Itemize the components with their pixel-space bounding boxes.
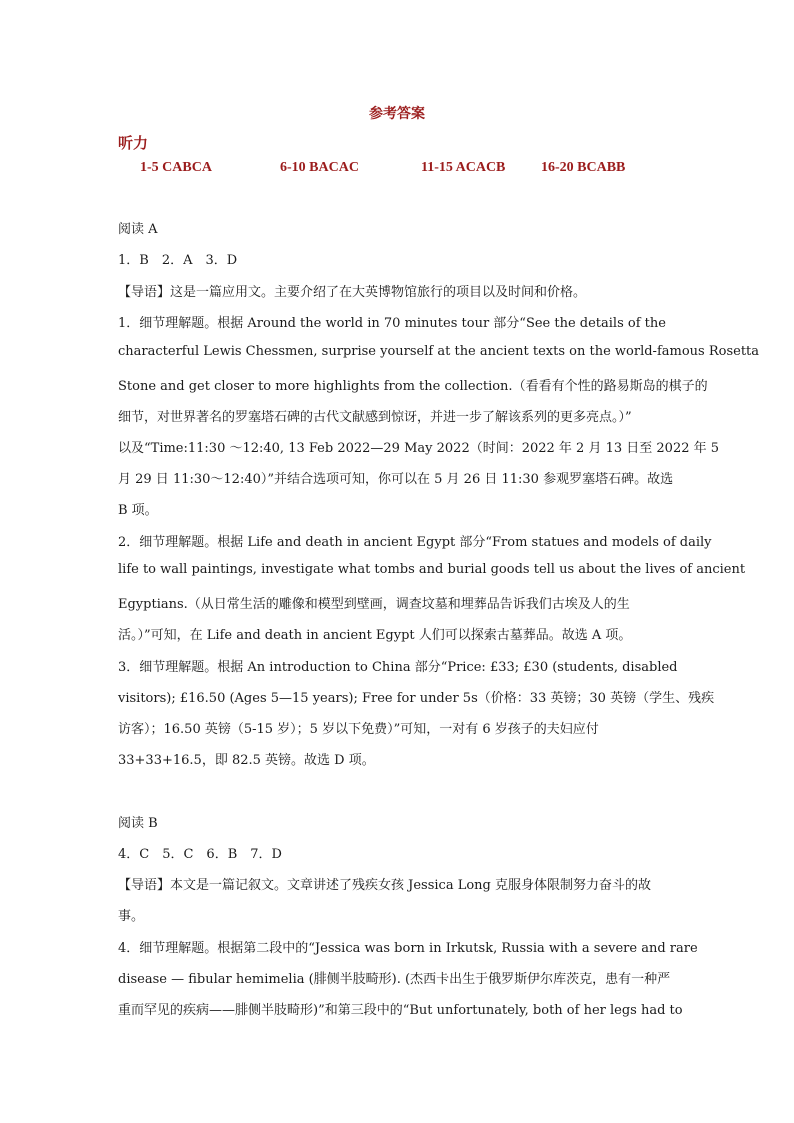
reading-a-line: 33+33+16.5，即 82.5 英镑。故选 D 项。 xyxy=(118,753,375,768)
reading-a-line: life to wall paintings, investigate what tombs and burial goods tell us about the lives of ancient xyxy=(118,562,746,577)
reading-a-line: 月 29 日 11:30～12:40）”并结合选项可知，你可以在 5 月 26 日 11:30 参观罗塞塔石碑。故选 xyxy=(118,472,674,487)
reading-b-line: disease — fibular hemimelia (腓侧半肢畸形). (杰西卡出生于俄罗斯伊尔库茨克，患有一种严 xyxy=(118,972,671,987)
reading-a-line: 2．细节理解题。根据 Life and death in ancient Egypt 部分“From statues and models of daily xyxy=(118,535,712,550)
reading-b-line: 【导语】本文是一篇记叙文。文章讲述了残疾女孩 Jessica Long 克服身体限制努力奋斗的故 xyxy=(118,878,651,893)
reading-b-heading: 阅读 B xyxy=(118,816,158,831)
reading-b-line: 4．细节理解题。根据第二段中的“Jessica was born in Irkutsk, Russia with a severe and rare xyxy=(118,941,698,956)
reading-a-heading: 阅读 A xyxy=(118,222,158,237)
listening-heading: 听力 xyxy=(118,134,149,152)
reading-a-line: Stone and get closer to more highlights from the collection.（看看有个性的路易斯岛的棋子的 xyxy=(118,379,708,394)
listening-answer-2: 6-10 BACAC xyxy=(280,160,359,175)
listening-answer-4: 16-20 BCABB xyxy=(541,160,626,175)
reading-a-line: 细节，对世界著名的罗塞塔石碑的古代文献感到惊讶，并进一步了解该系列的更多亮点。）” xyxy=(118,410,632,425)
reading-a-line: 3．细节理解题。根据 An introduction to China 部分“Price: £33; £30 (students, disabled xyxy=(118,660,678,675)
reading-a-line: visitors); £16.50 (Ages 5—15 years); Free for under 5s（价格：33 英镑；30 英镑（学生、残疾 xyxy=(118,691,715,706)
reading-a-line: 1．细节理解题。根据 Around the world in 70 minutes tour 部分“See the details of the xyxy=(118,316,666,331)
listening-answer-3: 11-15 ACACB xyxy=(421,160,506,175)
reading-a-answers: 1．B 2．A 3．D xyxy=(118,253,238,268)
reading-a-line: 【导语】这是一篇应用文。主要介绍了在大英博物馆旅行的项目以及时间和价格。 xyxy=(118,285,587,300)
listening-answer-1: 1-5 CABCA xyxy=(140,160,212,175)
reading-a-line: 访客）；16.50 英镑（5-15 岁）；5 岁以下免费）”可知，一对有 6 岁孩子的夫妇应付 xyxy=(118,722,599,737)
reading-a-line: Egyptians.（从日常生活的雕像和模型到壁画，调查坟墓和埋葬品告诉我们古埃及人的生 xyxy=(118,597,630,612)
reading-a-line: 活。）”可知，在 Life and death in ancient Egypt 人们可以探索古墓葬品。故选 A 项。 xyxy=(118,628,632,643)
reading-a-line: 以及“Time:11:30 ～12:40, 13 Feb 2022—29 May 2022（时间：2022 年 2 月 13 日至 2022 年 5 xyxy=(118,441,720,456)
reading-a-line: B 项。 xyxy=(118,503,158,518)
reading-b-line: 事。 xyxy=(118,909,145,924)
reading-b-answers: 4．C 5．C 6．B 7．D xyxy=(118,847,282,862)
reading-b-line: 重而罕见的疾病——腓侧半肢畸形)”和第三段中的“But unfortunately, both of her legs had to xyxy=(118,1003,683,1018)
page-title: 参考答案 xyxy=(369,106,425,122)
reading-a-line: characterful Lewis Chessmen, surprise yourself at the ancient texts on the world-famous Rosetta xyxy=(118,344,760,359)
